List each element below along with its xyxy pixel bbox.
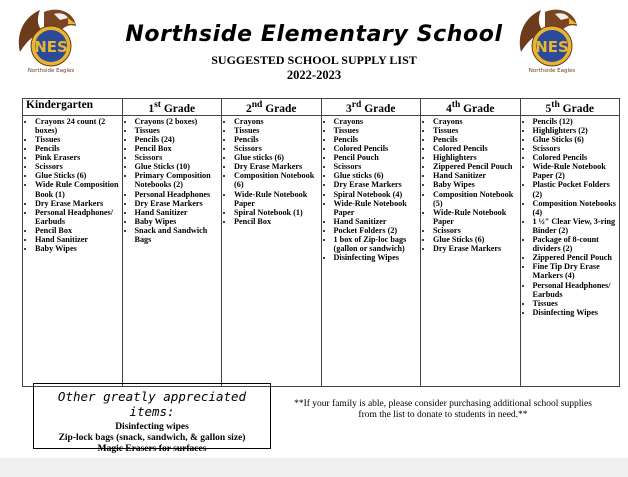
supply-item: • Glue Sticks (6) [433, 235, 519, 244]
supply-item: • Crayons (2 boxes) [135, 117, 221, 126]
page-title: Northside Elementary School [125, 22, 503, 47]
supply-item: • Pencil Box [234, 217, 320, 226]
supply-item: • Wide-Rule Notebook Paper (2) [533, 162, 619, 180]
supply-item: • Hand Sanitizer [35, 235, 121, 244]
supply-item: • Baby Wipes [135, 217, 221, 226]
supply-item: • Glue Sticks (6) [35, 171, 121, 180]
supply-cell-5th [520, 115, 620, 386]
supply-item: • 1 ½" Clear View, 3-ring Binder (2) [533, 217, 619, 235]
supply-item: • Highlighters [433, 153, 519, 162]
supply-item: • Personal Headphones [135, 190, 221, 199]
supply-item: • 1 box of Zip-loc bags (gallon or sandwich) [334, 235, 420, 253]
logo-text: NES [34, 38, 68, 56]
supply-item: • Dry Erase Markers [234, 162, 320, 171]
supply-item: • Scissors [234, 144, 320, 153]
supply-item: • Primary Composition Notebooks (2) [135, 171, 221, 189]
supply-item: • Hand Sanitizer [334, 217, 420, 226]
supply-item: • Pencils [433, 135, 519, 144]
supply-item: • Disinfecting Wipes [533, 308, 619, 317]
supply-item: • Personal Headphones/ Earbuds [533, 281, 619, 299]
supply-table [22, 98, 620, 387]
supply-item: • Pencils [35, 144, 121, 153]
supply-item: • Pink Erasers [35, 153, 121, 162]
supply-item: • Pencils (24) [135, 135, 221, 144]
supply-item: • Pencils [334, 135, 420, 144]
supply-item: • Dry Erase Markers [135, 199, 221, 208]
supply-item: • Scissors [433, 226, 519, 235]
other-item: Magic Erasers for surfaces [97, 444, 207, 454]
supply-item: • Glue Sticks (6) [533, 135, 619, 144]
donation-note: **If your family is able, please consider purchasing additional school supplies from the list to donate to students in need.** [294, 399, 592, 420]
supply-item: • Colored Pencils [334, 144, 420, 153]
grade-header-3rd: 3rd Grade [321, 99, 421, 116]
supply-item: • Plastic Pocket Folders (2) [533, 180, 619, 198]
supply-item: • Wide-Rule Notebook Paper [433, 208, 519, 226]
logo-caption: Northside Eagles [27, 68, 75, 74]
grade-header-2nd: 2nd Grade [222, 99, 322, 116]
supply-item: • Glue sticks (6) [334, 171, 420, 180]
supply-item: • Tissues [135, 126, 221, 135]
supply-item: • Tissues [533, 299, 619, 308]
grade-header-kindergarten: Kindergarten [23, 99, 123, 116]
supply-item: • Zippered Pencil Pouch [433, 162, 519, 171]
supply-item: • Wide-Rule Notebook Paper [234, 190, 320, 208]
supply-item: • Dry Erase Markers [334, 180, 420, 189]
other-items-heading: Other greatly appreciated items: [57, 389, 247, 419]
supply-item: • Fine Tip Dry Erase Markers (4) [533, 262, 619, 280]
supply-item: • Baby Wipes [35, 244, 121, 253]
logo-caption: Northside Eagles [528, 68, 576, 74]
supply-item: • Colored Pencils [533, 153, 619, 162]
supply-item: • Tissues [334, 126, 420, 135]
supply-item: • Dry Erase Markers [35, 199, 121, 208]
supply-item: • Hand Sanitizer [135, 208, 221, 217]
supply-item: • Composition Notebook (5) [433, 190, 519, 208]
supply-list-row [23, 115, 620, 386]
supply-item: • Highlighters (2) [533, 126, 619, 135]
page-footer-bar [0, 458, 628, 477]
supply-item: • Glue sticks (6) [234, 153, 320, 162]
supply-item: • Baby Wipes [433, 180, 519, 189]
grade-header-5th: 5th Grade [520, 99, 620, 116]
supply-cell-4th [421, 115, 521, 386]
supply-item: • Crayons [433, 117, 519, 126]
supply-item: • Spiral Notebook (4) [334, 190, 420, 199]
logo-text: NES [535, 38, 569, 56]
supply-item: • Dry Erase Markers [433, 244, 519, 253]
other-item: Zip-lock bags (snack, sandwich, & gallon size) [58, 433, 246, 443]
supply-item: • Scissors [35, 162, 121, 171]
supply-item: • Crayons [334, 117, 420, 126]
supply-item: • Spiral Notebook (1) [234, 208, 320, 217]
supply-item: • Pocket Folders (2) [334, 226, 420, 235]
supply-cell-3rd [321, 115, 421, 386]
supply-item: • Crayons [234, 117, 320, 126]
supply-item: • Scissors [135, 153, 221, 162]
supply-cell-2nd [222, 115, 322, 386]
supply-item: • Tissues [35, 135, 121, 144]
other-items-box [33, 383, 271, 454]
supply-cell-kindergarten [23, 115, 123, 386]
supply-item: • Pencils [234, 135, 320, 144]
supply-item: • Personal Headphones/ Earbuds [35, 208, 121, 226]
grade-header-4th: 4th Grade [421, 99, 521, 116]
supply-item: • Disinfecting Wipes [334, 253, 420, 262]
school-year: 2022-2023 [286, 68, 342, 82]
grade-header-row [23, 99, 620, 116]
supply-item: • Pencils (12) [533, 117, 619, 126]
grade-header-1st: 1st Grade [122, 99, 222, 116]
supply-item: • Package of 8-count dividers (2) [533, 235, 619, 253]
other-item: Disinfecting wipes [115, 422, 189, 432]
supply-item: • Scissors [533, 144, 619, 153]
supply-item: • Pencil Pouch [334, 153, 420, 162]
supply-item: • Tissues [234, 126, 320, 135]
supply-cell-1st [122, 115, 222, 386]
supply-item: • Pencil Box [135, 144, 221, 153]
supply-item: • Composition Notebooks (4) [533, 199, 619, 217]
supply-item: • Hand Sanitizer [433, 171, 519, 180]
supply-item: • Wide Rule Composition Book (1) [35, 180, 121, 198]
supply-item: • Snack and Sandwich Bags [135, 226, 221, 244]
supply-item: • Scissors [334, 162, 420, 171]
supply-item: • Pencil Box [35, 226, 121, 235]
supply-item: • Composition Notebook (6) [234, 171, 320, 189]
page-subtitle: SUGGESTED SCHOOL SUPPLY LIST [211, 53, 417, 67]
supply-item: • Zippered Pencil Pouch [533, 253, 619, 262]
supply-item: • Glue Sticks (10) [135, 162, 221, 171]
supply-item: • Crayons 24 count (2 boxes) [35, 117, 121, 135]
supply-item: • Wide-Rule Notebook Paper [334, 199, 420, 217]
supply-item: • Tissues [433, 126, 519, 135]
supply-item: • Colored Pencils [433, 144, 519, 153]
